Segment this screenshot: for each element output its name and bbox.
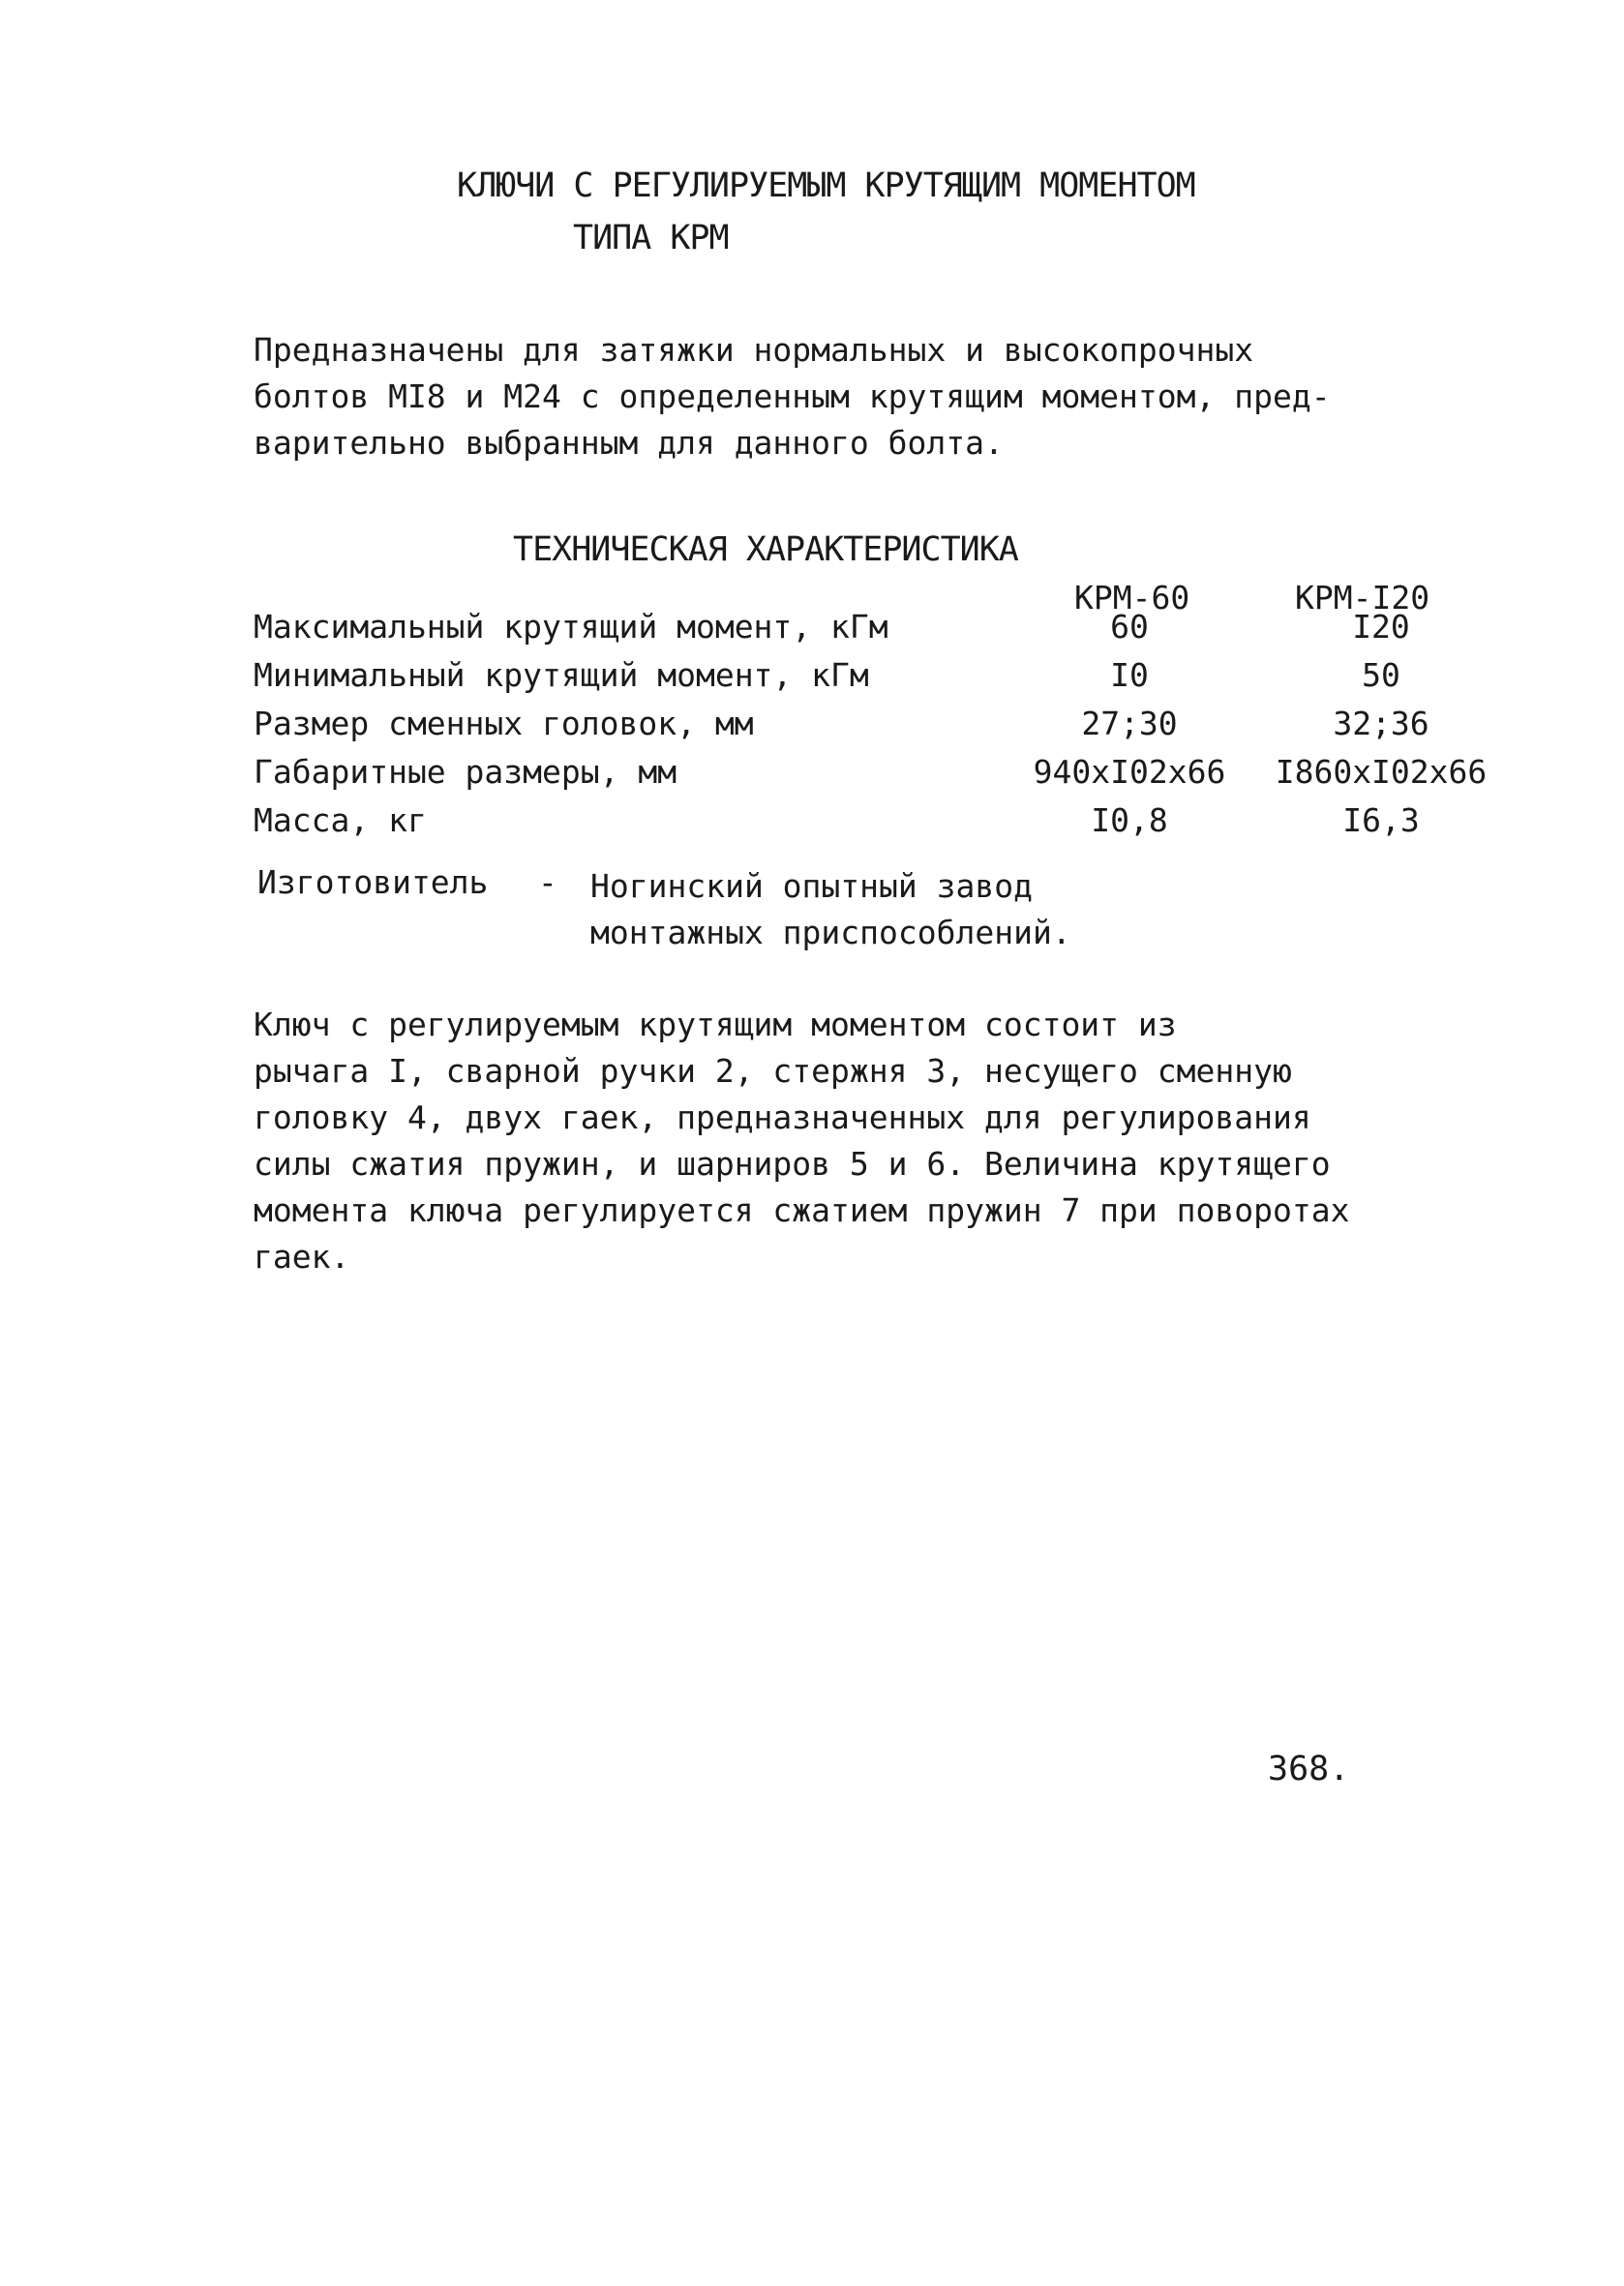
spec-row-value-krm120: I860xI02x66	[1275, 753, 1488, 791]
spec-row-value-krm60: 940xI02x66	[1033, 753, 1226, 791]
spec-row-value-krm60: 27;30	[1081, 705, 1178, 742]
spec-row	[254, 656, 1512, 703]
spec-row-value-krm60: I0,8	[1091, 801, 1168, 839]
spec-row	[254, 705, 1512, 751]
manufacturer-value: Ногинский опытный завод монтажных приспособлений.	[590, 867, 1071, 951]
spec-row-label: Минимальный крутящий момент, кГм	[254, 656, 869, 694]
spec-row-label: Габаритные размеры, мм	[254, 753, 677, 791]
spec-row-value-krm120: I20	[1352, 608, 1410, 646]
intro-paragraph: Предназначены для затяжки нормальных и высокопрочных болтов МI8 и М24 с определенным крутящим моментом, пред- варительно выбранным для данного болта.	[254, 331, 1331, 462]
spec-row-value-krm120: 32;36	[1333, 705, 1429, 742]
spec-column-header-krm60: КРМ-60	[1074, 579, 1190, 617]
manufacturer-dash: -	[538, 863, 557, 901]
spec-section-title: ТЕХНИЧЕСКАЯ ХАРАКТЕРИСТИКА	[513, 530, 1018, 569]
spec-row-label: Размер сменных головок, мм	[254, 705, 754, 742]
manufacturer-label: Изготовитель	[257, 863, 489, 901]
spec-row	[254, 608, 1512, 654]
document-title-line-2: ТИПА КРМ	[573, 219, 729, 257]
document-title-line-1: КЛЮЧИ С РЕГУЛИРУЕМЫМ КРУТЯЩИМ МОМЕНТОМ	[457, 166, 1195, 205]
spec-row	[254, 801, 1512, 848]
spec-row	[254, 753, 1512, 799]
spec-row-value-krm120: I6,3	[1342, 801, 1420, 839]
spec-row-label: Масса, кг	[254, 801, 427, 839]
spec-row-value-krm60: I0	[1110, 656, 1149, 694]
spec-row-label: Максимальный крутящий момент, кГм	[254, 608, 888, 646]
description-paragraph: Ключ с регулируемым крутящим моментом состоит из рычага I, сварной ручки 2, стержня 3, несущего сменную головку 4, двух гаек, предназначенных для регулирования силы сжатия пружин, и шарниров 5 и 6. Величина крутящего момента ключа регулируется сжатием пружин 7 при поворотах гаек.	[254, 1006, 1350, 1276]
spec-row-value-krm60: 60	[1110, 608, 1149, 646]
spec-row-value-krm120: 50	[1362, 656, 1400, 694]
spec-column-header-krm120: КРМ-I20	[1295, 579, 1430, 617]
page-number: 368.	[1268, 1750, 1350, 1789]
